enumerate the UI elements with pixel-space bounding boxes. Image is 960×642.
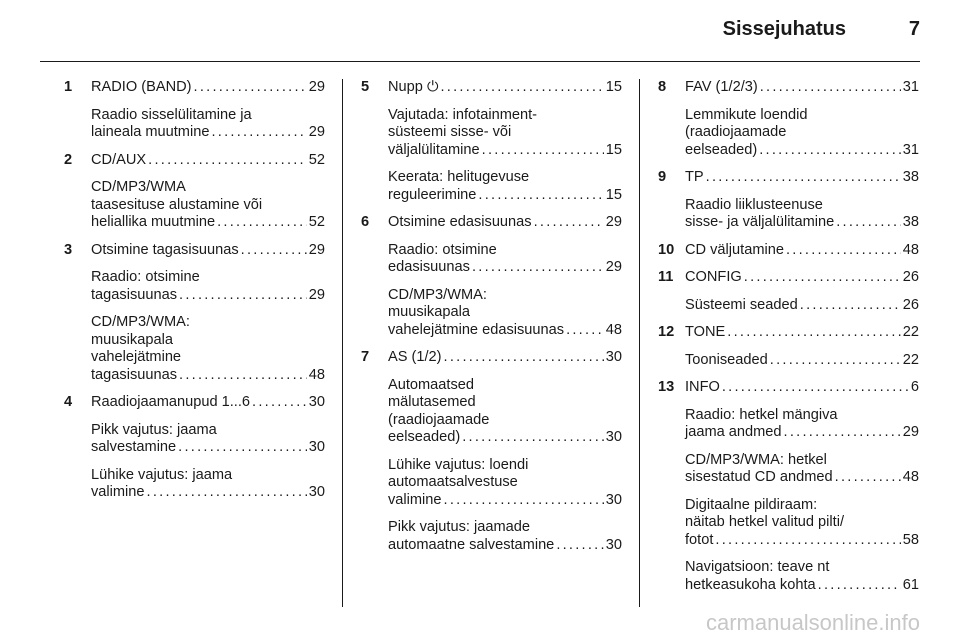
index-entry (361, 79, 622, 204)
leader-line (91, 242, 325, 260)
page-ref: 31 (902, 141, 919, 158)
leader-line (388, 349, 622, 367)
entry-heading (685, 79, 919, 97)
dot-leader (179, 287, 307, 305)
detail-text: Pikk vajutus: jaama (91, 421, 217, 438)
detail-text: (raadiojaamade (685, 124, 787, 140)
leader-line (91, 152, 325, 170)
page-ref: 29 (605, 259, 622, 275)
entry-heading (91, 242, 325, 260)
index-entry (658, 269, 919, 314)
dot-leader (217, 214, 307, 232)
index-entry (658, 379, 919, 594)
index-entry (64, 242, 325, 385)
entry-number: 2 (64, 151, 73, 168)
entry-detail (685, 197, 919, 232)
entry-detail (91, 422, 325, 457)
watermark: carmanualsonline.info (705, 610, 920, 635)
detail-text: Raadio: hetkel mängiva (685, 406, 838, 423)
entry-label: fotot (685, 531, 714, 548)
entry-number: 13 (658, 379, 675, 395)
entry-label: RADIO (BAND) (91, 79, 192, 95)
entry-label: hetkeasukoha kohta (685, 576, 816, 593)
dot-leader (147, 484, 307, 502)
leader-line (91, 394, 325, 412)
leader-line (388, 187, 622, 205)
dot-leader (760, 79, 901, 97)
entry-label: TP (685, 169, 704, 185)
detail-text: Automaatsed (388, 376, 474, 393)
entry-heading (685, 269, 919, 287)
detail-text: Digitaalne pildiraam: (685, 496, 818, 513)
dot-leader (727, 324, 900, 342)
entry-label: valimine (388, 491, 442, 508)
entry-heading (91, 394, 325, 412)
entry-detail (685, 497, 919, 550)
entry-label: FAV (1/2/3) (685, 79, 758, 95)
entry-number: 4 (64, 394, 73, 410)
dot-leader (178, 439, 307, 457)
entry-detail (685, 452, 919, 487)
entry-label: Otsimine edasisuunas (388, 214, 532, 230)
detail-text: näitab hetkel valitud pilti/ (685, 514, 845, 530)
detail-text: (raadiojaamade (388, 411, 490, 428)
leader-line (685, 79, 919, 97)
detail-text: Lühike vajutus: loendi (388, 456, 529, 473)
entry-detail (388, 519, 622, 554)
index-entry (64, 394, 325, 502)
leader-line (91, 214, 325, 232)
page-ref: 29 (902, 424, 919, 440)
page-ref: 48 (308, 366, 325, 383)
dot-leader (462, 429, 604, 447)
entry-label: väljalülitamine (388, 141, 480, 158)
entry-detail (388, 457, 622, 510)
detail-text: mälutasemed (388, 394, 476, 410)
page-ref: 29 (605, 214, 622, 230)
page-ref: 15 (605, 79, 622, 95)
entry-label: AS (1/2) (388, 349, 442, 365)
entry-detail (91, 269, 325, 304)
entry-label: vahelejätmine edasisuunas (388, 321, 565, 338)
dot-leader (556, 537, 603, 555)
dot-leader (566, 322, 604, 340)
dot-leader (784, 424, 901, 442)
dot-leader (444, 349, 604, 367)
page-ref: 48 (605, 321, 622, 338)
leader-line (388, 214, 622, 232)
dot-leader (722, 379, 909, 397)
leader-line (685, 424, 919, 442)
column-3 (658, 79, 919, 594)
dot-leader (478, 187, 603, 205)
page-ref: 52 (308, 214, 325, 230)
entry-label: jaama andmed (685, 424, 782, 440)
detail-text: taasesituse alustamine või (91, 196, 263, 213)
leader-line (685, 297, 919, 315)
page-ref: 48 (902, 241, 919, 258)
detail-text: CD/MP3/WMA: hetkel (685, 451, 827, 468)
page-ref: 52 (308, 151, 325, 168)
dot-leader (534, 214, 604, 232)
entry-heading (388, 79, 622, 97)
leader-line (91, 439, 325, 457)
page-ref: 6 (910, 379, 919, 395)
detail-text: CD/MP3/WMA (91, 179, 186, 195)
entry-detail (685, 297, 919, 315)
entry-label: CD väljutamine (685, 241, 784, 258)
entry-heading (388, 349, 622, 367)
entry-label: salvestamine (91, 439, 177, 455)
page-ref: 30 (308, 439, 325, 455)
dot-leader (241, 242, 307, 260)
page-ref: 29 (308, 286, 325, 303)
header-rule (40, 61, 920, 62)
detail-text: muusikapala (388, 304, 470, 320)
page-ref: 26 (902, 296, 919, 313)
entry-label: Nupp ⏻ (388, 79, 439, 95)
page-ref: 15 (605, 141, 622, 158)
leader-line (388, 259, 622, 277)
entry-heading (685, 169, 919, 187)
entry-label: sisse- ja väljalülitamine (685, 214, 835, 230)
detail-text: Raadio liiklusteenuse (685, 196, 823, 213)
entry-label: eelseaded) (388, 429, 461, 445)
entry-detail (388, 242, 622, 277)
entry-label: reguleerimine (388, 186, 477, 203)
leader-line (388, 322, 622, 340)
detail-text: Keerata: helitugevuse (388, 169, 530, 185)
page-ref: 61 (902, 576, 919, 593)
dot-leader (770, 352, 901, 370)
leader-line (685, 242, 919, 260)
page-title: Sissejuhatus (722, 18, 846, 40)
entry-label: edasisuunas (388, 259, 470, 275)
entry-label: automaatne salvestamine (388, 536, 555, 553)
dot-leader (148, 152, 307, 170)
entry-number: 9 (658, 169, 667, 185)
dot-leader (194, 79, 307, 97)
page-ref: 29 (308, 79, 325, 95)
index-entry (64, 79, 325, 142)
entry-label: eelseaded) (685, 141, 758, 158)
detail-text: Lühike vajutus: jaama (91, 466, 233, 483)
page-ref: 29 (308, 241, 325, 258)
page-ref: 38 (902, 214, 919, 230)
entry-detail (388, 107, 622, 160)
entry-detail (388, 169, 622, 204)
page-ref: 22 (902, 324, 919, 340)
entry-detail (388, 287, 622, 340)
leader-line (685, 379, 919, 397)
column-divider-1 (342, 79, 343, 607)
page-ref: 15 (605, 186, 622, 203)
leader-line (685, 577, 919, 595)
page-ref: 26 (902, 269, 919, 285)
dot-leader (818, 577, 901, 595)
column-2 (361, 79, 622, 554)
entry-number: 11 (658, 269, 674, 285)
index-entry (361, 214, 622, 339)
dot-leader (706, 169, 901, 187)
detail-text: Raadio sisselülitamine ja (91, 106, 252, 123)
entry-label: heliallika muutmine (91, 214, 216, 230)
entry-label: INFO (685, 379, 720, 395)
leader-line (91, 287, 325, 305)
entry-detail (91, 179, 325, 232)
detail-text: automaatsalvestuse (388, 474, 518, 490)
entry-detail (388, 377, 622, 447)
leader-line (685, 352, 919, 370)
dot-leader (472, 259, 604, 277)
entry-label: Raadiojaamanupud 1...6 (91, 394, 251, 410)
entry-label: tagasisuunas (91, 286, 178, 303)
dot-leader (211, 124, 306, 142)
detail-text: Pikk vajutus: jaamade (388, 519, 530, 535)
index-entry (658, 324, 919, 369)
page-ref: 38 (902, 169, 919, 185)
entry-heading (685, 242, 919, 260)
entry-label: CONFIG (685, 269, 742, 285)
leader-line (91, 79, 325, 97)
detail-text: muusikapala (91, 331, 173, 348)
detail-text: Navigatsioon: teave nt (685, 559, 830, 575)
detail-text: Vajutada: infotainment- (388, 106, 538, 123)
entry-detail (685, 107, 919, 160)
entry-detail (91, 314, 325, 384)
leader-line (91, 124, 325, 142)
index-entry (658, 79, 919, 159)
leader-line (388, 79, 622, 97)
entry-label: Tooniseaded (685, 351, 768, 368)
dot-leader (835, 469, 901, 487)
page-ref: 30 (605, 429, 622, 445)
leader-line (685, 532, 919, 550)
leader-line (388, 142, 622, 160)
leader-line (91, 367, 325, 385)
dot-leader (744, 269, 901, 287)
entry-number: 3 (64, 241, 73, 258)
dot-leader (836, 214, 901, 232)
leader-line (685, 324, 919, 342)
entry-number: 12 (658, 324, 675, 340)
page-ref: 30 (605, 491, 622, 508)
dot-leader (444, 492, 604, 510)
entry-label: TONE (685, 324, 726, 340)
index-entry (361, 349, 622, 554)
entry-label: valimine (91, 484, 145, 500)
index-entry (658, 242, 919, 260)
column-1 (64, 79, 325, 502)
entry-label: sisestatud CD andmed (685, 469, 833, 485)
entry-label: tagasisuunas (91, 366, 178, 383)
dot-leader (252, 394, 307, 412)
dot-leader (482, 142, 604, 160)
leader-line (685, 469, 919, 487)
dot-leader (786, 242, 901, 260)
detail-text: Lemmikute loendid (685, 106, 808, 123)
detail-text: Raadio: otsimine (91, 269, 200, 285)
dot-leader (800, 297, 901, 315)
page-ref: 30 (605, 349, 622, 365)
entry-label: Süsteemi seaded (685, 296, 798, 313)
entry-label: laineala muutmine (91, 124, 210, 140)
entry-number: 5 (361, 79, 370, 95)
page-ref: 22 (902, 351, 919, 368)
entry-number: 8 (658, 79, 667, 95)
entry-detail (685, 407, 919, 442)
entry-label: CD/AUX (91, 151, 147, 168)
index-entry (64, 152, 325, 232)
page-header (0, 0, 960, 62)
entry-number: 1 (64, 79, 73, 95)
leader-line (685, 142, 919, 160)
leader-line (91, 484, 325, 502)
entry-label: Otsimine tagasisuunas (91, 241, 239, 258)
entry-detail (685, 559, 919, 594)
page-ref: 30 (605, 536, 622, 553)
leader-line (685, 169, 919, 187)
page-ref: 58 (902, 531, 919, 548)
column-divider-2 (639, 79, 640, 607)
page-ref: 31 (902, 79, 919, 95)
entry-number: 7 (361, 349, 370, 365)
page-ref: 29 (308, 124, 325, 140)
leader-line (388, 429, 622, 447)
entry-number: 6 (361, 214, 370, 230)
index-entry (658, 169, 919, 232)
dot-leader (179, 367, 307, 385)
page-ref: 30 (308, 394, 325, 410)
detail-text: Raadio: otsimine (388, 241, 497, 258)
entry-heading (91, 79, 325, 97)
entry-heading (685, 324, 919, 342)
leader-line (388, 492, 622, 510)
dot-leader (441, 79, 604, 97)
entry-heading (685, 379, 919, 397)
detail-text: vahelejätmine (91, 349, 182, 365)
entry-number: 10 (658, 241, 675, 258)
detail-text: CD/MP3/WMA: (388, 286, 487, 303)
entry-detail (91, 107, 325, 142)
entry-detail (685, 352, 919, 370)
dot-leader (759, 142, 901, 160)
page-ref: 30 (308, 484, 325, 500)
detail-text: süsteemi sisse- või (388, 124, 512, 140)
entry-heading (388, 214, 622, 232)
leader-line (388, 537, 622, 555)
entry-detail (91, 467, 325, 502)
page-ref: 48 (902, 469, 919, 485)
leader-line (685, 214, 919, 232)
leader-line (685, 269, 919, 287)
dot-leader (715, 532, 900, 550)
entry-heading (91, 152, 325, 170)
page-number: 7 (908, 18, 920, 40)
detail-text: CD/MP3/WMA: (91, 314, 190, 330)
